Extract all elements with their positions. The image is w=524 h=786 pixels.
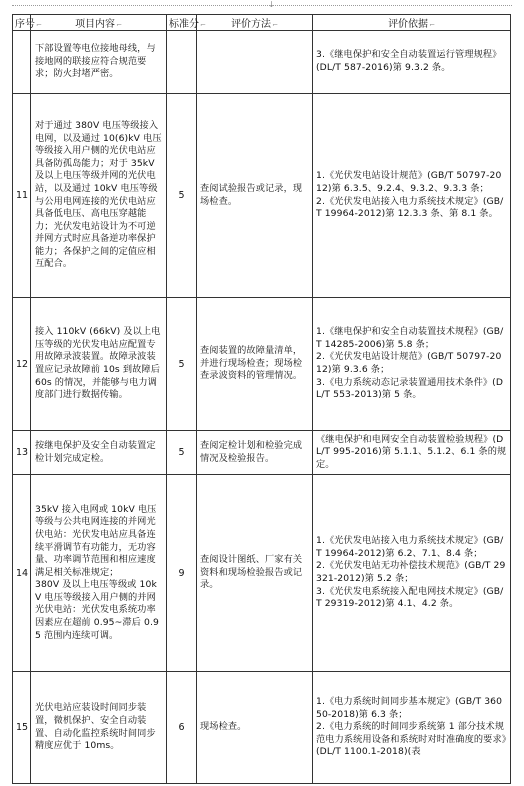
table-row	[13, 298, 511, 431]
row-std	[167, 31, 197, 94]
row-std: 9	[167, 475, 197, 672]
row-basis: 1.《光伏发电站设计规范》(GB/T 50797-2012)第 6.3.5、9.2.4、9.3.2、9.3.3 条； 2.《光伏发电站接入电力系统技术规定》(GB/T 19964-2012)第 12.3.3 条、第 8.1 条。	[313, 94, 511, 298]
row-std: 6	[167, 672, 197, 784]
row-method: 现场检查。	[197, 672, 313, 784]
table-row	[13, 431, 511, 475]
evaluation-table	[12, 14, 511, 784]
header-method: 评价方法⌐	[197, 15, 313, 31]
row-item: 对于通过 380V 电压等级接入电网，以及通过 10(6)kV 电压等级接入用户侧的光伏电站应具备防孤岛能力；对于 35kV 及以上电压等级并网的光伏电站，以及通过 10kV 电压等级与公用电网连接的光伏电站应具备低电压、高电压穿越能力；光伏发电站设计为不可逆并网方式时应具备逆功率保护能力；各保护之间的定值应相互配合。	[31, 94, 167, 298]
row-item: 接入 110kV (66kV) 及以上电压等级的光伏发电站应配置专用故障录波装置。故障录波装置应记录故障前 10s 到故障后 60s 的情况，并能够与电力调度部门进行数据传输。	[31, 298, 167, 431]
row-method	[197, 31, 313, 94]
table-row	[13, 672, 511, 784]
header-no: 序号⌐	[13, 15, 31, 31]
page-top-border	[12, 5, 512, 6]
row-method: 查阅定检计划和检验完成情况及检验报告。	[197, 431, 313, 475]
row-std: 5	[167, 94, 197, 298]
header-basis: 评价依据⌐	[313, 15, 511, 31]
table-row	[13, 94, 511, 298]
row-basis: 1.《光伏发电站接入电力系统技术规定》(GB/T 19964-2012)第 6.2、7.1、8.4 条； 2.《光伏发电站无功补偿技术规范》(GB/T 29321-2012)第 5.2 条； 3.《光伏发电系统接入配电网技术规定》(GB/T 29319-2012)第 4.1、4.2 条。	[313, 475, 511, 672]
row-method: 查阅试验报告或记录，现场检查。	[197, 94, 313, 298]
row-item: 35kV 接入电网或 10kV 电压等级与公共电网连接的并网光伏电站：光伏发电站应具备连续平滑调节有功能力，无功容量、功率调节范围和相应速度满足相关标准规定； 380V 及以上电压等级或 10kV 电压等级接入用户侧的并网光伏电站：光伏发电系统功率因素应在超前 0.95~滞后 0.95 范围内连续可调。	[31, 475, 167, 672]
row-basis: 1.《电力系统时间同步基本规定》(GB/T 36050-2018)第 6.3 条； 2.《电力系统的时间同步系统第 1 部分技术规范电力系统用设备和系统时对时准确度的要求》(DL/T 1100.1-2018)(表	[313, 672, 511, 784]
row-std: 5	[167, 431, 197, 475]
row-std: 5	[167, 298, 197, 431]
row-no: 15	[13, 672, 31, 784]
table-row	[13, 31, 511, 94]
row-no: 14	[13, 475, 31, 672]
row-item: 光伏电站应装设时间同步装置，微机保护、安全自动装置、自动化监控系统时间同步精度应优于 10ms。	[31, 672, 167, 784]
row-no: 11	[13, 94, 31, 298]
row-method: 查阅装置的故障量清单，并进行现场检查；现场检查录波资料的管理情况。	[197, 298, 313, 431]
table-header-row	[13, 15, 511, 31]
row-no	[13, 31, 31, 94]
row-item: 按继电保护及安全自动装置定检计划完成定检。	[31, 431, 167, 475]
row-basis: 3.《继电保护和安全自动装置运行管理规程》(DL/T 587-2016)第 9.3.2 条。	[313, 31, 511, 94]
row-no: 13	[13, 431, 31, 475]
header-std: 标准分⌐	[167, 15, 197, 31]
header-item: 项目内容⌐	[31, 15, 167, 31]
row-basis: 1.《继电保护和安全自动装置技术规程》(GB/T 14285-2006)第 5.8 条； 2.《光伏发电站设计规范》(GB/T 50797-2012)第 9.3.6 条； 3.《电力系统动态记录装置通用技术条件》(DL/T 553-2013)第 5 条。	[313, 298, 511, 431]
row-method: 查阅设计图纸、厂家有关资料和现场检验报告或记录。	[197, 475, 313, 672]
row-item: 下部设置等电位接地母线，与接地网的联接应符合规范要求；防火封堵严密。	[31, 31, 167, 94]
page-top-marker: ↓	[268, 0, 275, 9]
row-no: 12	[13, 298, 31, 431]
table-row	[13, 475, 511, 672]
row-basis: 《继电保护和电网安全自动装置检验规程》(DL/T 995-2016)第 5.1.1、5.1.2、6.1 条的规定。	[313, 431, 511, 475]
